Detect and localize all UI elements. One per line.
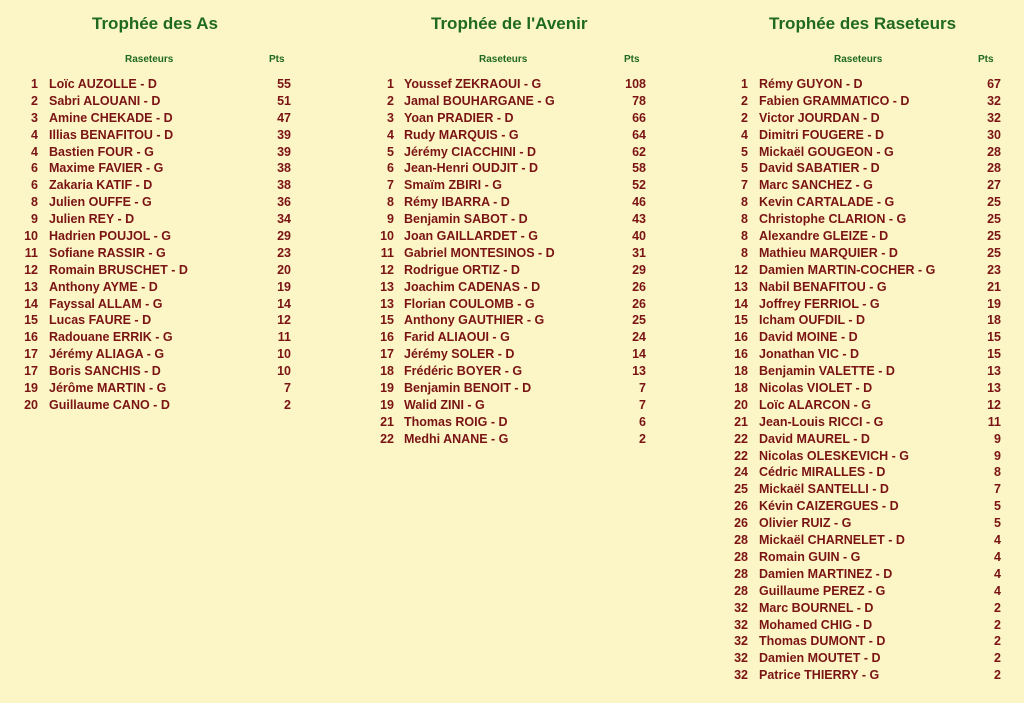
points: 78 [632, 93, 646, 108]
points: 5 [994, 499, 1001, 514]
raseteur-name: Lucas FAURE - D [49, 313, 152, 328]
rank: 22 [380, 431, 394, 446]
points: 39 [277, 144, 291, 159]
rank: 19 [24, 381, 38, 396]
rank: 4 [741, 127, 748, 142]
points: 15 [987, 347, 1001, 362]
raseteur-name: Anthony AYME - D [49, 279, 158, 294]
raseteur-name: Jérémy ALIAGA - G [49, 347, 165, 362]
rank: 28 [734, 566, 748, 581]
rank: 25 [734, 482, 748, 497]
rank: 18 [734, 364, 748, 379]
rank: 18 [380, 364, 394, 379]
section-title: Trophée des Raseteurs [769, 14, 957, 33]
rank: 11 [380, 245, 394, 260]
rank: 13 [734, 279, 748, 294]
points: 11 [277, 330, 291, 345]
points: 4 [994, 533, 1001, 548]
rank: 10 [24, 229, 38, 244]
raseteur-name: Guillaume CANO - D [49, 397, 170, 412]
points: 66 [632, 110, 646, 125]
points: 19 [987, 296, 1001, 311]
points: 32 [987, 110, 1001, 125]
rank: 15 [380, 313, 394, 328]
raseteur-name: Olivier RUIZ - G [759, 516, 852, 531]
points: 9 [994, 431, 1001, 446]
raseteur-name: Jean-Louis RICCI - G [759, 414, 884, 429]
raseteur-name: Thomas ROIG - D [404, 414, 508, 429]
points: 13 [987, 381, 1001, 396]
points: 38 [277, 161, 291, 176]
points: 7 [639, 381, 646, 396]
raseteur-name: Boris SANCHIS - D [49, 364, 161, 379]
rank: 15 [734, 313, 748, 328]
raseteur-name: David MOINE - D [759, 330, 858, 345]
raseteur-name: Joffrey FERRIOL - G [759, 296, 880, 311]
rank: 16 [24, 330, 38, 345]
raseteur-name: Florian COULOMB - G [404, 296, 535, 311]
points: 13 [632, 364, 646, 379]
rank: 12 [24, 262, 38, 277]
rank: 7 [387, 178, 394, 193]
points: 25 [987, 212, 1001, 227]
points: 11 [987, 414, 1001, 429]
rank: 24 [734, 465, 748, 480]
raseteur-name: Rémy GUYON - D [759, 77, 863, 91]
points: 2 [639, 431, 646, 446]
points: 52 [632, 178, 646, 193]
rank: 9 [31, 212, 38, 227]
raseteur-name: Julien REY - D [49, 212, 135, 227]
raseteur-name: Patrice THIERRY - G [759, 668, 880, 683]
points: 55 [277, 77, 291, 91]
points: 2 [994, 600, 1001, 615]
rank: 4 [31, 127, 38, 142]
points: 8 [994, 465, 1001, 480]
rank: 17 [24, 347, 38, 362]
rank: 14 [734, 296, 748, 311]
points: 25 [987, 245, 1001, 260]
rank: 22 [734, 431, 748, 446]
rank: 14 [24, 296, 38, 311]
raseteur-name: Joan GAILLARDET - G [404, 229, 539, 244]
raseteur-name: Youssef ZEKRAOUI - G [404, 77, 542, 91]
raseteur-name: Dimitri FOUGERE - D [759, 127, 885, 142]
points: 18 [987, 313, 1001, 328]
points: 23 [987, 262, 1001, 277]
rank: 8 [387, 195, 394, 210]
rank: 8 [741, 212, 748, 227]
rank: 22 [734, 448, 748, 463]
raseteur-name: Jérôme MARTIN - G [49, 381, 167, 396]
rank: 13 [380, 279, 394, 294]
rank: 5 [741, 144, 748, 159]
rank: 20 [734, 397, 748, 412]
raseteur-name: Guillaume PEREZ - G [759, 583, 886, 598]
points: 62 [632, 144, 646, 159]
points: 12 [277, 313, 291, 328]
points: 19 [277, 279, 291, 294]
points: 34 [277, 212, 291, 227]
points: 23 [277, 245, 291, 260]
points: 64 [632, 127, 646, 142]
points: 6 [639, 414, 646, 429]
rank: 10 [380, 229, 394, 244]
points: 2 [994, 634, 1001, 649]
raseteur-name: Victor JOURDAN - D [759, 110, 880, 125]
points: 10 [277, 347, 291, 362]
points: 12 [987, 397, 1001, 412]
rank: 16 [734, 330, 748, 345]
rank: 12 [734, 262, 748, 277]
points: 13 [987, 364, 1001, 379]
raseteur-name: Joachim CADENAS - D [404, 279, 541, 294]
points: 10 [277, 364, 291, 379]
points: 26 [632, 296, 646, 311]
points: 2 [284, 397, 291, 412]
column-header-pts: Pts [978, 54, 994, 65]
rank: 6 [31, 178, 38, 193]
points: 28 [987, 144, 1001, 159]
raseteur-name: Jérémy SOLER - D [404, 347, 515, 362]
raseteur-name: Thomas DUMONT - D [759, 634, 886, 649]
raseteur-name: Maxime FAVIER - G [49, 161, 164, 176]
raseteur-name: Hadrien POUJOL - G [49, 229, 172, 244]
points: 47 [277, 110, 291, 125]
raseteur-name: Mohamed CHIG - D [759, 617, 873, 632]
column-header-raseteurs: Raseteurs [125, 54, 174, 65]
rank: 11 [24, 245, 38, 260]
points: 5 [994, 516, 1001, 531]
points: 29 [277, 229, 291, 244]
rank: 17 [24, 364, 38, 379]
points: 67 [987, 77, 1001, 91]
points: 38 [277, 178, 291, 193]
points: 4 [994, 549, 1001, 564]
points: 24 [632, 330, 646, 345]
raseteur-name: Benjamin BENOIT - D [404, 381, 532, 396]
points: 2 [994, 668, 1001, 683]
raseteur-name: Marc BOURNEL - D [759, 600, 874, 615]
raseteur-name: Zakaria KATIF - D [49, 178, 153, 193]
points: 36 [277, 195, 291, 210]
raseteur-name: Mathieu MARQUIER - D [759, 245, 898, 260]
raseteur-name: Damien MARTIN-COCHER - G [759, 262, 936, 277]
points: 7 [284, 381, 291, 396]
raseteur-name: Damien MOUTET - D [759, 651, 881, 666]
points: 108 [625, 77, 646, 91]
raseteur-name: Icham OUFDIL - D [759, 313, 866, 328]
rank: 8 [741, 195, 748, 210]
points: 20 [277, 262, 291, 277]
rank: 8 [31, 195, 38, 210]
raseteur-name: Fayssal ALLAM - G [49, 296, 163, 311]
raseteur-name: Rémy IBARRA - D [404, 195, 510, 210]
points: 39 [277, 127, 291, 142]
rank: 16 [734, 347, 748, 362]
raseteur-name: Medhi ANANE - G [404, 431, 509, 446]
points: 25 [987, 195, 1001, 210]
raseteur-name: Jean-Henri OUDJIT - D [404, 161, 539, 176]
rank: 21 [380, 414, 394, 429]
raseteur-name: Fabien GRAMMATICO - D [759, 93, 910, 108]
rank: 32 [734, 668, 748, 683]
rank: 8 [741, 245, 748, 260]
raseteur-name: Loïc AUZOLLE - D [49, 77, 157, 91]
raseteur-name: Marc SANCHEZ - G [759, 178, 873, 193]
raseteur-name: Kevin CARTALADE - G [759, 195, 895, 210]
points: 2 [994, 617, 1001, 632]
raseteur-name: Farid ALIAOUI - G [404, 330, 510, 345]
raseteur-name: Nicolas VIOLET - D [759, 381, 873, 396]
rank: 15 [24, 313, 38, 328]
raseteur-name: Jonathan VIC - D [759, 347, 860, 362]
points: 40 [632, 229, 646, 244]
raseteur-name: Romain GUIN - G [759, 549, 861, 564]
rank: 9 [387, 212, 394, 227]
points: 7 [994, 482, 1001, 497]
raseteur-name: Benjamin SABOT - D [404, 212, 528, 227]
raseteur-name: Nicolas OLESKEVICH - G [759, 448, 910, 463]
rank: 32 [734, 634, 748, 649]
raseteur-name: Yoan PRADIER - D [404, 110, 514, 125]
raseteur-name: Jamal BOUHARGANE - G [404, 93, 555, 108]
rank: 32 [734, 617, 748, 632]
raseteur-name: Alexandre GLEIZE - D [759, 229, 889, 244]
rank: 5 [387, 144, 394, 159]
rank: 32 [734, 600, 748, 615]
column-header-pts: Pts [624, 54, 640, 65]
raseteur-name: Christophe CLARION - G [759, 212, 907, 227]
raseteur-name: Sofiane RASSIR - G [49, 245, 166, 260]
points: 25 [632, 313, 646, 328]
points: 9 [994, 448, 1001, 463]
rank: 4 [387, 127, 394, 142]
points: 30 [987, 127, 1001, 142]
raseteur-name: Walid ZINI - G [404, 397, 485, 412]
rank: 26 [734, 516, 748, 531]
raseteur-name: Rodrigue ORTIZ - D [404, 262, 520, 277]
raseteur-name: Cédric MIRALLES - D [759, 465, 886, 480]
points: 15 [987, 330, 1001, 345]
points: 32 [987, 93, 1001, 108]
points: 26 [632, 279, 646, 294]
raseteur-name: Julien OUFFE - G [49, 195, 152, 210]
raseteur-name: Smaïm ZBIRI - G [404, 178, 502, 193]
rank: 6 [31, 161, 38, 176]
rank: 7 [741, 178, 748, 193]
raseteur-name: Gabriel MONTESINOS - D [404, 245, 555, 260]
raseteur-name: Radouane ERRIK - G [49, 330, 173, 345]
raseteur-name: Mickaël SANTELLI - D [759, 482, 889, 497]
raseteur-name: David MAUREL - D [759, 431, 870, 446]
raseteur-name: Anthony GAUTHIER - G [404, 313, 545, 328]
rank: 17 [380, 347, 394, 362]
points: 4 [994, 566, 1001, 581]
column-header-raseteurs: Raseteurs [834, 54, 883, 65]
raseteur-name: Benjamin VALETTE - D [759, 364, 895, 379]
raseteur-name: Jérémy CIACCHINI - D [404, 144, 536, 159]
rank: 26 [734, 499, 748, 514]
raseteur-name: Rudy MARQUIS - G [404, 127, 519, 142]
points: 58 [632, 161, 646, 176]
section-title: Trophée des As [92, 14, 218, 33]
points: 14 [277, 296, 291, 311]
rank: 3 [31, 110, 38, 125]
rank: 2 [387, 93, 394, 108]
rank: 1 [741, 77, 748, 91]
rank: 8 [741, 229, 748, 244]
raseteur-name: Bastien FOUR - G [49, 144, 154, 159]
points: 4 [994, 583, 1001, 598]
column-header-raseteurs: Raseteurs [479, 54, 528, 65]
rank: 5 [741, 161, 748, 176]
points: 31 [632, 245, 646, 260]
rank: 6 [387, 161, 394, 176]
raseteur-name: Sabri ALOUANI - D [49, 93, 161, 108]
raseteur-name: Romain BRUSCHET - D [49, 262, 188, 277]
rank: 28 [734, 549, 748, 564]
rank: 1 [31, 77, 38, 91]
points: 46 [632, 195, 646, 210]
rank: 28 [734, 583, 748, 598]
rank: 3 [387, 110, 394, 125]
rank: 18 [734, 381, 748, 396]
points: 14 [632, 347, 646, 362]
raseteur-name: David SABATIER - D [759, 161, 880, 176]
section-title: Trophée de l'Avenir [431, 14, 588, 33]
raseteur-name: Frédéric BOYER - G [404, 364, 523, 379]
raseteur-name: Mickaël CHARNELET - D [759, 533, 905, 548]
rank: 28 [734, 533, 748, 548]
rank: 19 [380, 397, 394, 412]
raseteur-name: Kévin CAIZERGUES - D [759, 499, 899, 514]
rank: 13 [380, 296, 394, 311]
points: 27 [987, 178, 1001, 193]
rank: 2 [741, 110, 748, 125]
points: 29 [632, 262, 646, 277]
raseteur-name: Loïc ALARCON - G [759, 397, 872, 412]
points: 51 [277, 93, 291, 108]
points: 21 [987, 279, 1001, 294]
rank: 2 [31, 93, 38, 108]
rank: 19 [380, 381, 394, 396]
rank: 16 [380, 330, 394, 345]
points: 25 [987, 229, 1001, 244]
points: 28 [987, 161, 1001, 176]
points: 7 [639, 397, 646, 412]
rank: 1 [387, 77, 394, 91]
rank: 12 [380, 262, 394, 277]
rank: 20 [24, 397, 38, 412]
points: 2 [994, 651, 1001, 666]
raseteur-name: Amine CHEKADE - D [49, 110, 173, 125]
raseteur-name: Damien MARTINEZ - D [759, 566, 893, 581]
points: 43 [632, 212, 646, 227]
rank: 4 [31, 144, 38, 159]
rank: 13 [24, 279, 38, 294]
rank: 21 [734, 414, 748, 429]
column-header-pts: Pts [269, 54, 285, 65]
raseteur-name: Nabil BENAFITOU - G [759, 279, 887, 294]
rank: 2 [741, 93, 748, 108]
raseteur-name: Illias BENAFITOU - D [49, 127, 174, 142]
rank: 32 [734, 651, 748, 666]
raseteur-name: Mickaël GOUGEON - G [759, 144, 894, 159]
